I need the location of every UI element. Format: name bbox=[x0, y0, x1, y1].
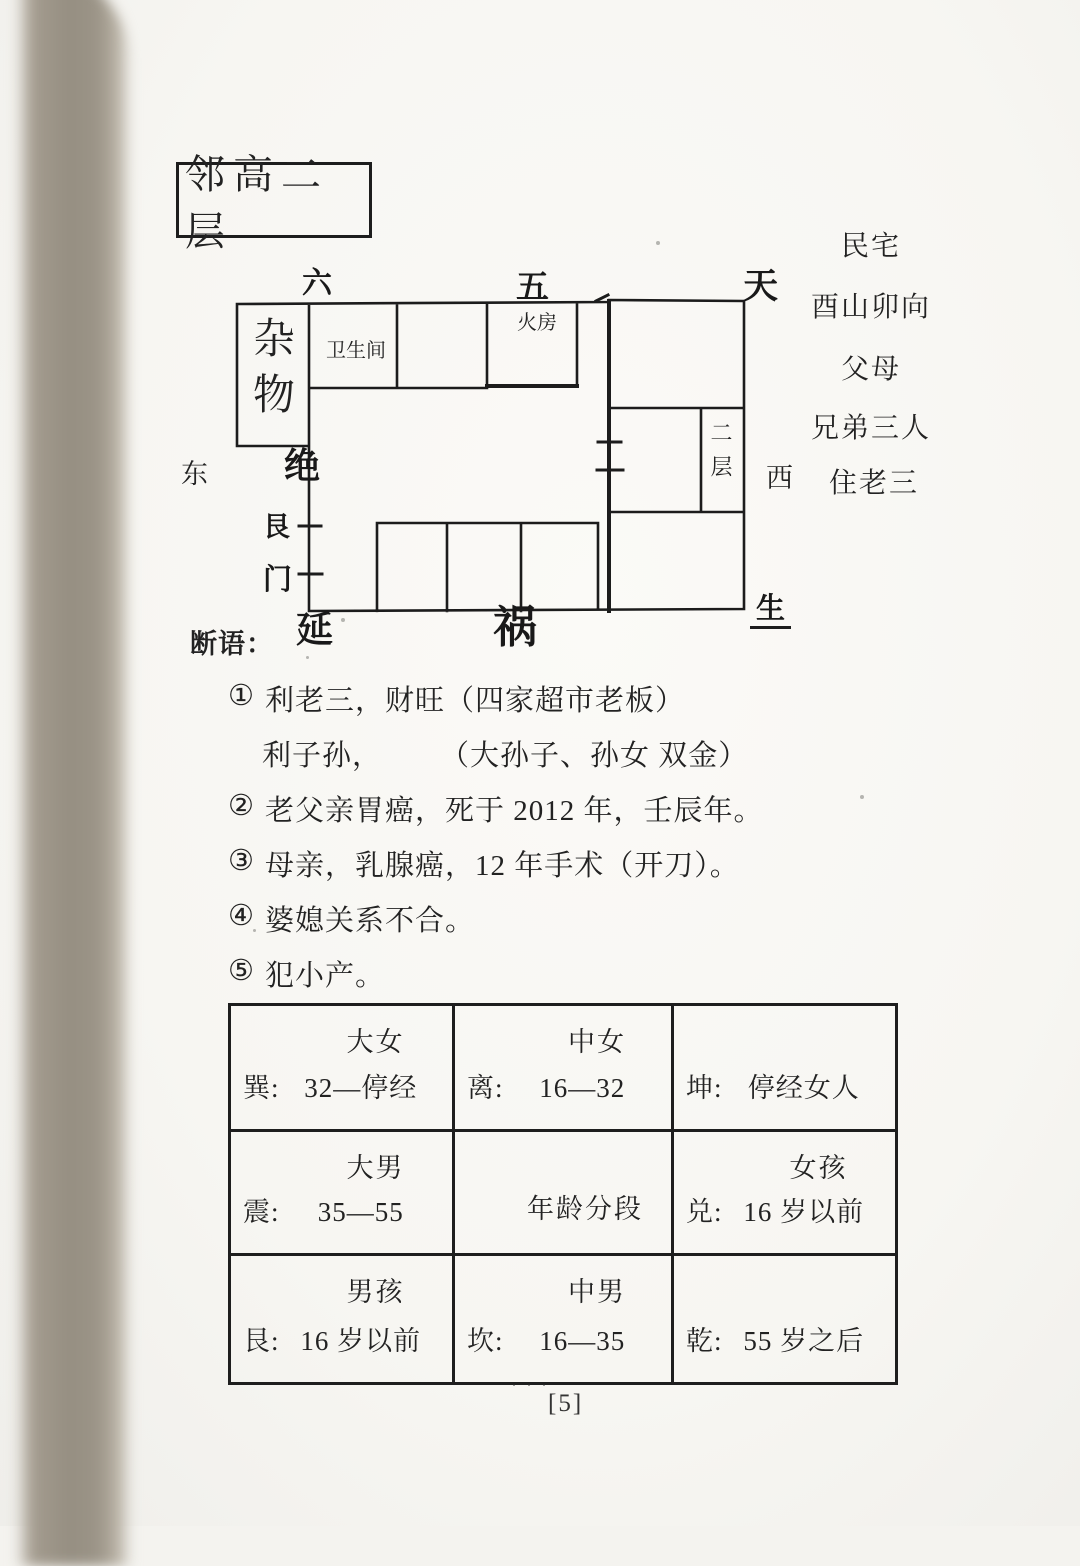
cell-dui-key: 兑: bbox=[686, 1197, 723, 1227]
finding-4-number: ④ bbox=[228, 900, 255, 932]
house-info-third-son: 住老三 bbox=[828, 468, 920, 499]
cell-gen-value: 16 岁以前 bbox=[300, 1326, 422, 1356]
trigram-label-gen: 艮 bbox=[263, 512, 290, 543]
cell-zhen-key: 震: bbox=[243, 1197, 280, 1227]
table-cell-zhen bbox=[231, 1132, 455, 1256]
table-cell-center-title bbox=[455, 1132, 674, 1256]
house-info-brothers: 兄弟三人 bbox=[810, 413, 932, 444]
cell-kun-value: 停经女人 bbox=[747, 1073, 860, 1103]
star-label-sheng: 生 bbox=[750, 594, 791, 629]
finding-5-text: 犯小产。 bbox=[265, 960, 386, 992]
table-cell-dui bbox=[674, 1132, 895, 1256]
finding-3-text: 母亲，乳腺癌，12 年手术（开刀）。 bbox=[265, 850, 740, 882]
cell-kun-top bbox=[686, 1020, 885, 1050]
finding-3 bbox=[228, 843, 740, 884]
finding-1b bbox=[262, 733, 748, 774]
star-label-yan: 延 bbox=[296, 608, 333, 651]
table-cell-li bbox=[455, 1006, 674, 1132]
finding-1b-text: 利子孙， bbox=[262, 740, 383, 772]
star-label-tian: 天 bbox=[743, 267, 779, 307]
finding-1-number: ① bbox=[228, 680, 255, 712]
cell-li-key: 离: bbox=[467, 1073, 504, 1103]
age-table-title: 年龄分段 bbox=[527, 1194, 643, 1224]
cell-zhen-top: 大男 bbox=[346, 1153, 405, 1183]
cell-kun-key: 坤: bbox=[686, 1073, 723, 1103]
cell-kan-key: 坎: bbox=[467, 1326, 504, 1356]
cell-li-value: 16—32 bbox=[539, 1073, 626, 1103]
finding-4 bbox=[228, 898, 475, 939]
cell-kan-top: 中男 bbox=[568, 1277, 626, 1307]
cell-qian-value: 55 岁之后 bbox=[743, 1326, 865, 1356]
room-label-storage: 杂物 bbox=[247, 316, 293, 428]
star-label-huo: 祸 bbox=[493, 602, 537, 653]
cell-zhen-value: 35—55 bbox=[317, 1197, 404, 1227]
star-label-liu: 六 bbox=[302, 266, 332, 301]
table-cell-qian bbox=[674, 1256, 895, 1382]
cell-gen-top: 男孩 bbox=[346, 1277, 405, 1307]
house-info-parents: 父母 bbox=[840, 354, 902, 385]
star-label-wu: 五 bbox=[516, 267, 549, 306]
room-label-second-floor: 二层 bbox=[708, 421, 733, 489]
cell-xun-value: 32—停经 bbox=[304, 1073, 418, 1103]
finding-1b-tail: （大孙子、孙女 双金） bbox=[440, 740, 749, 772]
finding-5 bbox=[228, 953, 385, 994]
house-info-minzhai: 民宅 bbox=[840, 231, 902, 262]
cell-qian-top bbox=[686, 1270, 885, 1300]
finding-4-text: 婆媳关系不合。 bbox=[265, 905, 476, 937]
cell-xun-key: 巽: bbox=[243, 1073, 280, 1103]
finding-5-number: ⑤ bbox=[228, 955, 255, 987]
finding-2-text: 老父亲胃癌，死于 2012 年，壬辰年。 bbox=[265, 795, 764, 827]
cell-dui-value: 16 岁以前 bbox=[743, 1197, 865, 1227]
house-info-orientation: 酉山卯向 bbox=[810, 292, 932, 323]
door-label-men: 门 bbox=[263, 562, 293, 596]
room-label-kitchen: 火房 bbox=[517, 312, 557, 334]
cell-gen-key: 艮: bbox=[243, 1326, 280, 1356]
finding-1-text: 利老三，财旺（四家超市老板） bbox=[265, 685, 686, 717]
cell-li-top: 中女 bbox=[568, 1027, 626, 1057]
age-segment-table bbox=[228, 1003, 898, 1385]
room-label-bathroom: 卫生间 bbox=[326, 340, 386, 362]
compass-west-label: 西 bbox=[766, 463, 793, 493]
star-label-jue: 绝 bbox=[284, 446, 321, 487]
finding-3-number: ③ bbox=[228, 845, 255, 877]
page-number: [5] bbox=[548, 1390, 584, 1417]
finding-2 bbox=[228, 788, 764, 829]
table-cell-xun bbox=[231, 1006, 455, 1132]
table-cell-kan bbox=[455, 1256, 674, 1382]
compass-east-label: 东 bbox=[181, 459, 208, 489]
scan-dots: · · · bbox=[512, 1378, 550, 1392]
cell-dui-top: 女孩 bbox=[789, 1153, 848, 1183]
finding-2-number: ② bbox=[228, 790, 255, 822]
finding-1 bbox=[228, 678, 685, 719]
verdict-heading: 断语： bbox=[190, 629, 274, 659]
cell-xun-top: 大女 bbox=[346, 1027, 405, 1057]
table-cell-kun bbox=[674, 1006, 895, 1132]
cell-kan-value: 16—35 bbox=[539, 1326, 626, 1356]
table-cell-gen bbox=[231, 1256, 455, 1382]
page-title: 邻高二层 bbox=[176, 162, 372, 238]
cell-qian-key: 乾: bbox=[686, 1326, 723, 1356]
